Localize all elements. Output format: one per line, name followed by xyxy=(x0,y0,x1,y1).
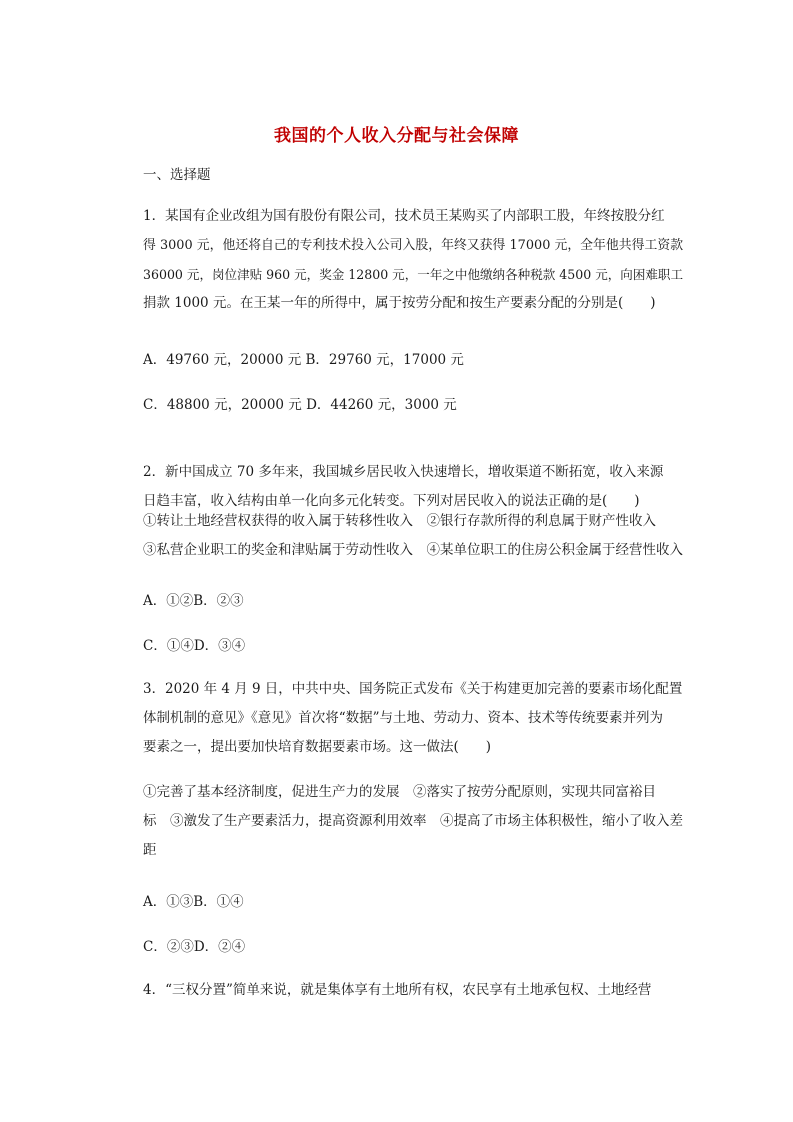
question-2-line: 2．新中国成立 70 多年来，我国城乡居民收入快速增长，增收渠道不断拓宽，收入来源 xyxy=(143,464,664,480)
question-1-line: 得 3000 元，他还将自己的专利技术投入公司入股，年终又获得 17000 元，全年他共得工资款 xyxy=(143,238,684,253)
question-1-line: 36000 元，岗位津贴 960 元，奖金 12800 元，一年之中他缴纳各种税款 4500 元，向困难职工 xyxy=(143,267,684,282)
question-3-options-ab: A．①③B．①④ xyxy=(143,894,244,910)
question-1-stem xyxy=(143,202,683,318)
question-3-statements xyxy=(143,778,683,865)
section-heading: 一、选择题 xyxy=(143,167,211,183)
question-1-line: 1．某国有企业改组为国有股份有限公司，技术员王某购买了内部职工股，年终按股分红 xyxy=(143,208,665,224)
question-1-line: 捐款 1000 元。在王某一年的所得中，属于按劳分配和按生产要素分配的分别是( ) xyxy=(143,295,656,311)
question-4-stem xyxy=(143,976,683,1005)
question-3-line: 3．2020 年 4 月 9 日，中共中央、国务院正式发布《关于构建更加完善的要素市场化配置 xyxy=(143,681,683,697)
question-3-statement: 标 ③激发了生产要素活力，提高资源利用效率 ④提高了市场主体积极性，缩小了收入差 xyxy=(143,813,683,829)
document-title: 我国的个人收入分配与社会保障 xyxy=(274,126,519,146)
question-3-statement: ①完善了基本经济制度，促进生产力的发展 ②落实了按劳分配原则，实现共同富裕目 xyxy=(143,784,656,800)
question-2-statement: ③私营企业职工的奖金和津贴属于劳动性收入 ④某单位职工的住房公积金属于经营性收入 xyxy=(143,542,683,558)
question-3-line: 体制机制的意见》《意见》首次将“数据”与土地、劳动力、资本、技术等传统要素并列为 xyxy=(143,710,664,726)
question-3-stem xyxy=(143,675,683,762)
question-1-options-ab: A．49760 元，20000 元 B．29760 元，17000 元 xyxy=(143,352,464,368)
question-2-statements xyxy=(143,507,683,565)
question-3-options-cd: C．②③D．②④ xyxy=(143,939,246,955)
question-3-statement: 距 xyxy=(143,842,157,858)
question-4-line: 4．“三权分置”简单来说，就是集体享有土地所有权，农民享有土地承包权、土地经营 xyxy=(143,982,652,998)
question-2-options-cd: C．①④D．③④ xyxy=(143,638,246,654)
question-1-options-cd: C．48800 元，20000 元 D．44260 元，3000 元 xyxy=(143,397,457,413)
question-3-line: 要素之一，提出要加快培育数据要素市场。这一做法( ) xyxy=(143,739,492,755)
question-2-statement: ①转让土地经营权获得的收入属于转移性收入 ②银行存款所得的利息属于财产性收入 xyxy=(143,513,656,529)
question-2-line: 日趋丰富，收入结构由单一化向多元化转变。下列对居民收入的说法正确的是( ) xyxy=(143,493,640,509)
question-2-options-ab: A．①②B．②③ xyxy=(143,593,244,609)
